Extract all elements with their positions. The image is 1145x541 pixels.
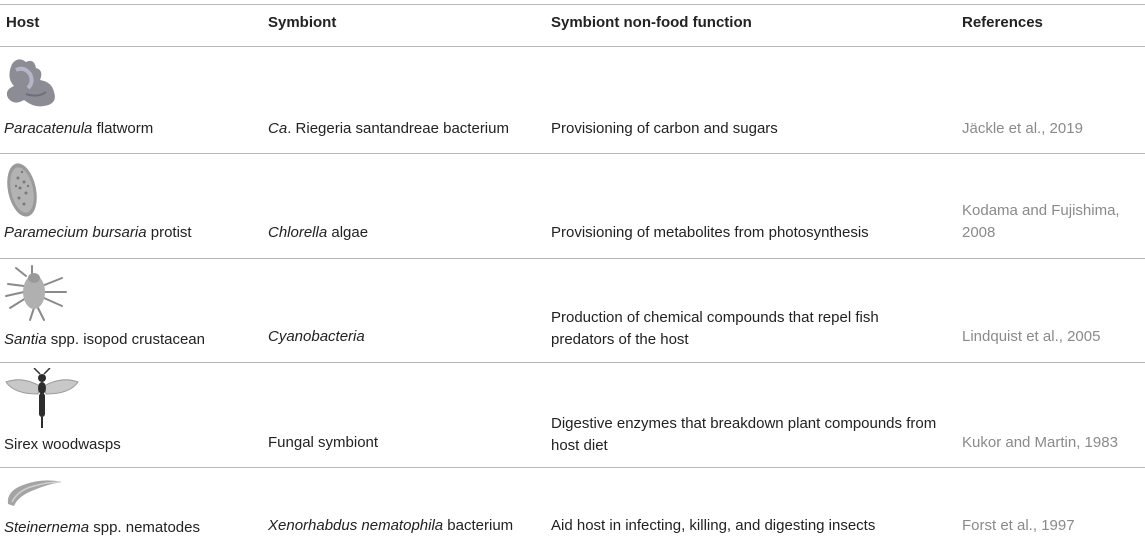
- host-cell: [4, 434, 121, 456]
- function-cell: [551, 222, 869, 244]
- function-cell: [551, 118, 778, 140]
- header-function: Symbiont non-food function: [551, 14, 752, 31]
- reference-line: Forst et al., 1997: [962, 517, 1075, 534]
- host-name-italic: Santia: [4, 331, 47, 348]
- symbiont-name-italic: Xenorhabdus nematophila: [268, 517, 444, 534]
- reference-cell: [962, 118, 1083, 140]
- host-name-italic: Paracatenula: [4, 120, 93, 137]
- reference-cell: [962, 326, 1100, 348]
- symbiont-name-italic: Chlorella: [268, 224, 328, 241]
- host-name-rest: spp. nematodes: [89, 519, 200, 536]
- header-host: Host: [6, 14, 40, 31]
- symbiont-name-rest: . Riegeria santandreae bacterium: [287, 120, 509, 137]
- row-divider: [0, 153, 1145, 154]
- host-cell: [4, 222, 192, 244]
- table-top-rule: [0, 4, 1145, 5]
- reference-line: Jäckle et al., 2019: [962, 120, 1083, 137]
- host-name-rest: flatworm: [92, 120, 154, 137]
- host-name-italic: Paramecium bursaria: [4, 224, 147, 241]
- symbiont-name-rest: bacterium: [443, 517, 514, 534]
- symbiont-cell: [268, 222, 368, 244]
- reference-line: Kodama and Fujishima,: [962, 202, 1120, 219]
- function-line-2: host diet: [551, 437, 608, 454]
- host-name-rest: spp. isopod crustacean: [46, 331, 205, 348]
- reference-line: Lindquist et al., 2005: [962, 328, 1101, 345]
- symbiont-name-italic: Ca: [268, 120, 288, 137]
- reference-cell: [962, 200, 1120, 244]
- symbiont-cell: [268, 432, 378, 454]
- host-cell: [4, 118, 153, 140]
- host-name-italic: Steinernema: [4, 519, 90, 536]
- host-name-rest: protist: [146, 224, 192, 241]
- reference-cell: [962, 432, 1118, 454]
- flatworm-icon: [4, 56, 60, 114]
- host-cell: [4, 329, 205, 351]
- function-line: Provisioning of carbon and sugars: [551, 120, 778, 137]
- woodwasp-icon: [4, 368, 80, 430]
- symbiont-cell: [268, 515, 513, 537]
- isopod-icon: [2, 264, 70, 322]
- header-symbiont: Symbiont: [268, 14, 337, 31]
- host-cell: [4, 517, 200, 539]
- function-line-2: predators of the host: [551, 331, 689, 348]
- header-rule: [0, 46, 1145, 47]
- header-references: References: [962, 14, 1043, 31]
- row-divider: [0, 467, 1145, 468]
- nematode-icon: [4, 476, 66, 510]
- function-line: Digestive enzymes that breakdown plant compounds from: [551, 415, 937, 432]
- row-divider: [0, 258, 1145, 259]
- function-line: Aid host in infecting, killing, and digesting insects: [551, 517, 876, 534]
- symbiont-name-rest: algae: [327, 224, 369, 241]
- row-divider: [0, 362, 1145, 363]
- function-line: Production of chemical compounds that repel fish: [551, 309, 879, 326]
- reference-line: Kukor and Martin, 1983: [962, 434, 1118, 451]
- function-line: Provisioning of metabolites from photosynthesis: [551, 224, 869, 241]
- reference-line-2: 2008: [962, 224, 996, 241]
- symbiont-cell: [268, 326, 365, 348]
- reference-cell: [962, 515, 1075, 537]
- host-name-rest: Sirex woodwasps: [4, 436, 121, 453]
- symbiont-name-italic: Cyanobacteria: [268, 328, 365, 345]
- function-cell: [551, 413, 936, 457]
- function-cell: [551, 515, 875, 537]
- paramecium-icon: [4, 160, 40, 220]
- symbiont-cell: [268, 118, 509, 140]
- symbiont-name-rest: Fungal symbiont: [268, 434, 379, 451]
- function-cell: [551, 307, 879, 351]
